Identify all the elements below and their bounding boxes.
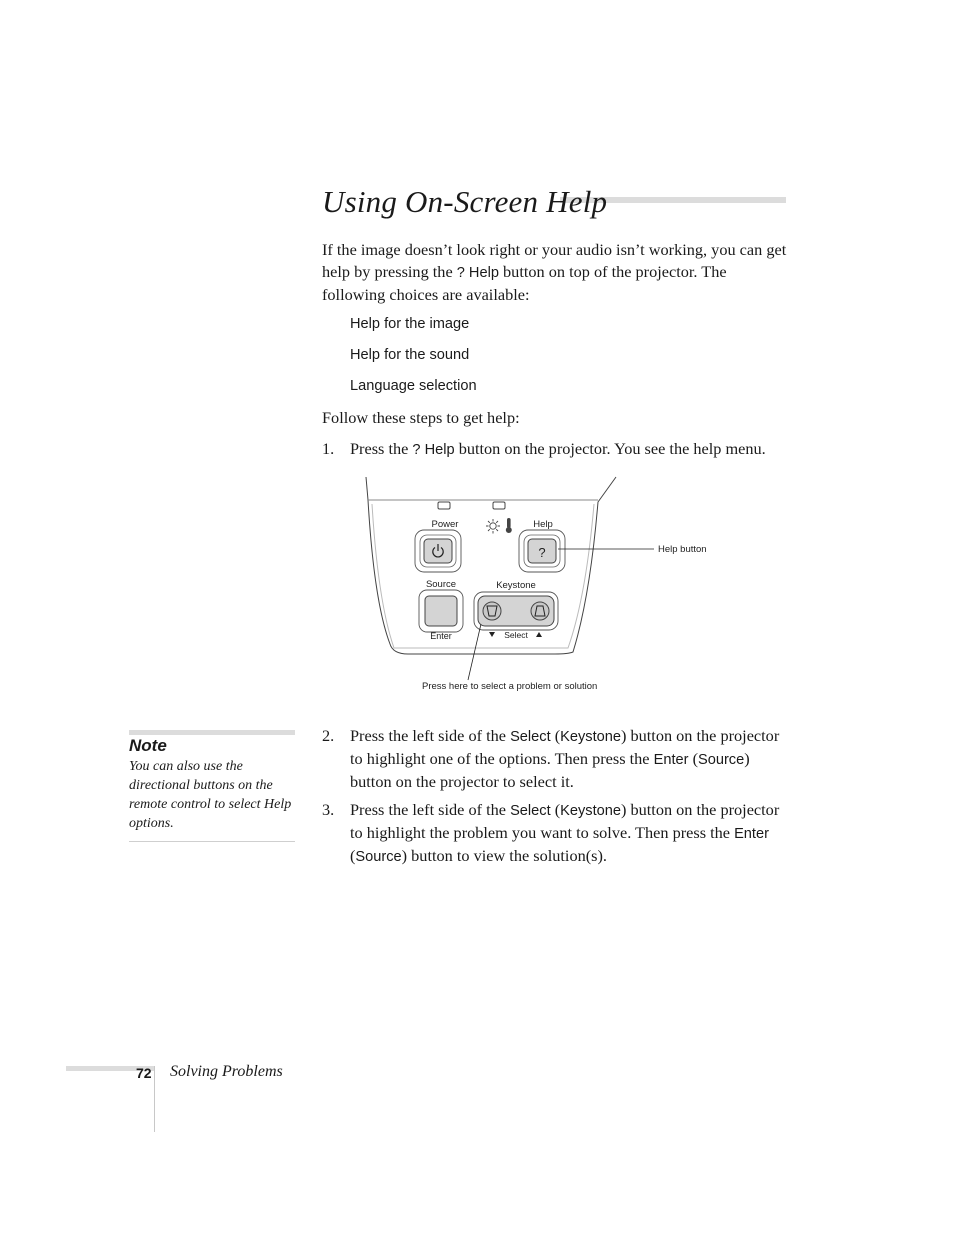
- step-text: (: [554, 800, 561, 819]
- select-down-arrow-icon: [489, 632, 495, 637]
- help-button: [519, 530, 565, 572]
- keystone-label: Keystone: [496, 580, 536, 591]
- intro-text-2: button on top of the projector. The following choices are available:: [322, 262, 727, 304]
- help-button-callout: Help button: [658, 544, 707, 555]
- step-key-help: ? Help: [412, 442, 455, 458]
- note-heading: Note: [129, 736, 167, 755]
- choice-language-selection: Language selection: [350, 378, 477, 394]
- step-text: ) button on the projector to highlight one of the options. Then press the: [350, 726, 780, 768]
- note-text: You can also use the directional buttons on the remote control to select Help options.: [129, 759, 292, 831]
- select-button-callout: Press here to select a problem or solution: [422, 681, 598, 692]
- page-number: 72: [136, 1065, 152, 1081]
- step-text: Press the left side of the: [350, 800, 506, 819]
- intro-text-1: If the image doesn’t look right or your audio isn’t working, you can get help by pressing the: [322, 240, 787, 281]
- step-1: [322, 438, 792, 461]
- source-enter-button: [419, 590, 463, 632]
- help-question-icon: ?: [538, 545, 546, 560]
- step-key-select: Select: [510, 729, 551, 745]
- step-number: 3.: [322, 800, 335, 819]
- temperature-icon: [506, 518, 512, 533]
- select-callout-line: [468, 624, 481, 680]
- lamp-icon: [486, 519, 500, 534]
- select-up-arrow-icon: [536, 632, 542, 637]
- step-text: Press the: [350, 439, 409, 458]
- panel-outline: [366, 477, 616, 654]
- source-label: Source: [425, 579, 457, 590]
- lamp-indicator-light: [493, 502, 505, 509]
- step-text: (: [350, 846, 356, 865]
- power-button: [415, 530, 461, 572]
- step-key-source: Source: [697, 752, 745, 768]
- step-3: [322, 799, 792, 868]
- power-label: Power: [431, 519, 459, 530]
- section-name: Solving Problems: [170, 1063, 283, 1080]
- follow-steps-text: Follow these steps to get help:: [322, 408, 520, 427]
- keystone-left-icon: [483, 602, 501, 620]
- projector-control-panel-figure: [350, 472, 707, 702]
- intro-paragraph: [322, 239, 787, 306]
- help-button-reference: ? Help: [456, 265, 499, 281]
- step-key-source: Source: [355, 849, 402, 865]
- step-number: 2.: [322, 726, 335, 745]
- choice-help-image: Help for the image: [350, 316, 470, 332]
- step-text: button on the projector. You see the help menu.: [458, 439, 766, 458]
- step-text: ) button to view the solution(s).: [401, 846, 607, 865]
- panel-inner-edge: [372, 504, 594, 648]
- step-text: Press the left side of the: [350, 726, 506, 745]
- keystone-select-button: [474, 592, 558, 630]
- note-top-rule: [129, 730, 295, 735]
- power-indicator-light: [438, 502, 450, 509]
- enter-label: Enter: [430, 631, 452, 641]
- select-label: Select: [504, 630, 528, 640]
- step-key-enter: Enter: [734, 826, 769, 842]
- step-key-enter: Enter: [653, 752, 689, 768]
- step-2: [322, 725, 792, 793]
- step-text: (: [554, 726, 561, 745]
- footer-divider: [154, 1066, 155, 1132]
- page-title: Using On-Screen Help: [322, 184, 608, 219]
- step-text: (: [692, 749, 698, 768]
- step-number: 1.: [322, 439, 335, 458]
- step-key-select: Select: [510, 803, 551, 819]
- step-text: ) button on the projector to highlight the problem you want to solve. Then press the: [350, 800, 780, 842]
- step-key-keystone: Keystone: [560, 729, 621, 745]
- step-text: ) button on the projector to select it.: [350, 749, 750, 791]
- step-key-keystone: Keystone: [560, 803, 621, 819]
- keystone-right-icon: [531, 602, 549, 620]
- note-bottom-rule: [129, 841, 295, 842]
- help-label: Help: [533, 519, 553, 530]
- choice-help-sound: Help for the sound: [350, 347, 470, 363]
